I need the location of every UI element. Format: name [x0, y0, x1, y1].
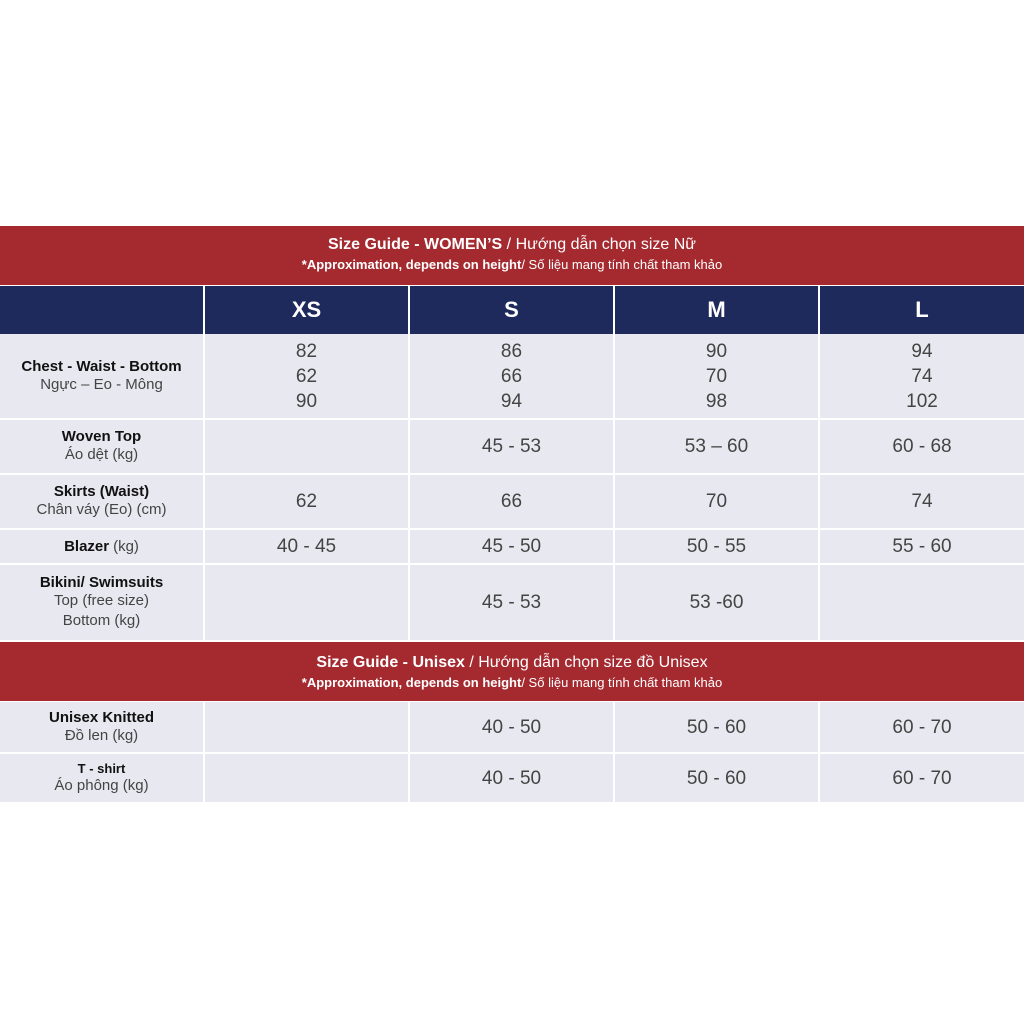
cell-value: 60 - 70 [892, 716, 952, 738]
cell-value: 94 [911, 340, 933, 362]
size-header-row [0, 286, 1024, 334]
table-row-chest-waist-bottom [0, 334, 1024, 420]
unisex-note: *Approximation, depends on height [301, 675, 522, 690]
cell-s [410, 530, 615, 563]
row-title: T - shirt [77, 760, 126, 776]
cell-value: 40 - 50 [481, 716, 542, 738]
table-row-skirts [0, 475, 1024, 530]
cell-value: 70 [705, 491, 728, 512]
cell-l [820, 530, 1024, 563]
women-title: Size Guide - WOMEN’S [327, 236, 503, 253]
cell-value: 86 [500, 340, 523, 362]
cell-value: 45 - 53 [481, 436, 542, 457]
cell-value: 90 [295, 390, 318, 412]
cell-l [820, 475, 1024, 528]
cell-s [410, 565, 615, 640]
cell-s [410, 420, 615, 473]
row-subtitle: Áo phông (kg) [54, 776, 149, 794]
table-row-woven-top [0, 420, 1024, 475]
size-header-s: S [410, 286, 615, 334]
cell-value: 70 [705, 365, 728, 387]
cell-value: 102 [906, 390, 938, 412]
row-title: Chest - Waist - Bottom [21, 357, 182, 375]
cell-value: 45 - 50 [481, 536, 542, 557]
cell-value: 53 – 60 [684, 436, 749, 457]
cell-l [820, 702, 1024, 752]
cell-value: 74 [911, 491, 933, 512]
cell-m [615, 565, 820, 640]
cell-value: 40 - 45 [276, 536, 337, 557]
cell-s [410, 702, 615, 752]
cell-value: 53 -60 [689, 592, 744, 613]
row-label [0, 702, 205, 752]
cell-value: 62 [295, 365, 318, 387]
women-note-vn: / Số liệu mang tính chất tham khảo [521, 257, 723, 272]
women-note: *Approximation, depends on height [301, 257, 522, 272]
size-header-xs: XS [205, 286, 410, 334]
cell-s [410, 334, 615, 418]
cell-xs [205, 475, 410, 528]
header-blank [0, 286, 205, 334]
size-guide-table [0, 226, 1024, 802]
row-subtitle: Bottom (kg) [62, 612, 141, 629]
table-row-t-shirt [0, 754, 1024, 802]
cell-m [615, 420, 820, 473]
size-header-l: L [820, 286, 1024, 334]
row-title: Unisex Knitted [48, 708, 154, 726]
row-title: Skirts (Waist) [53, 483, 150, 500]
row-title: Woven Top [61, 428, 142, 445]
cell-value: 45 - 53 [481, 592, 542, 613]
cell-value: 90 [705, 340, 728, 362]
row-subtitle: (kg) [113, 537, 139, 555]
unisex-note-vn: / Số liệu mang tính chất tham khảo [521, 675, 723, 690]
unisex-size-guide-banner [0, 642, 1024, 702]
row-label [0, 754, 205, 802]
row-label [0, 420, 205, 473]
cell-value: 60 - 70 [892, 767, 952, 789]
cell-xs [205, 334, 410, 418]
cell-l [820, 334, 1024, 418]
cell-s [410, 754, 615, 802]
cell-value: 60 - 68 [892, 436, 952, 457]
row-label [0, 530, 205, 563]
cell-m [615, 334, 820, 418]
cell-xs [205, 754, 410, 802]
women-title-vn: / Hướng dẫn chọn size Nữ [506, 236, 697, 253]
table-row-bikini-swimsuits [0, 565, 1024, 642]
cell-s [410, 475, 615, 528]
cell-xs [205, 702, 410, 752]
cell-xs [205, 565, 410, 640]
row-subtitle: Chân váy (Eo) (cm) [36, 501, 167, 518]
women-size-guide-banner [0, 226, 1024, 286]
row-title: Blazer [64, 537, 110, 555]
cell-l [820, 420, 1024, 473]
table-row-unisex-knitted [0, 702, 1024, 754]
cell-value: 74 [911, 365, 933, 387]
unisex-title-vn: / Hướng dẫn chọn size đồ Unisex [469, 654, 708, 671]
row-subtitle: Áo dệt (kg) [64, 446, 139, 463]
row-label [0, 475, 205, 528]
cell-value: 55 - 60 [892, 536, 952, 557]
cell-m [615, 530, 820, 563]
row-label [0, 334, 205, 418]
cell-value: 66 [500, 491, 523, 512]
row-subtitle: Top (free size) [53, 592, 150, 609]
cell-l [820, 565, 1024, 640]
cell-value: 50 - 55 [686, 536, 747, 557]
cell-value: 98 [705, 390, 728, 412]
cell-value: 94 [500, 390, 523, 412]
row-subtitle: Ngực – Eo - Mông [40, 375, 163, 393]
cell-value: 82 [295, 340, 318, 362]
unisex-title: Size Guide - Unisex [316, 654, 465, 671]
size-header-m: M [615, 286, 820, 334]
row-subtitle: Đồ len (kg) [64, 726, 139, 744]
cell-xs [205, 420, 410, 473]
row-title: Bikini/ Swimsuits [39, 574, 164, 591]
cell-xs [205, 530, 410, 563]
cell-m [615, 702, 820, 752]
row-label [0, 565, 205, 640]
cell-m [615, 754, 820, 802]
cell-value: 50 - 60 [686, 767, 747, 789]
cell-value: 66 [500, 365, 523, 387]
cell-value: 40 - 50 [481, 767, 542, 789]
table-row-blazer [0, 530, 1024, 565]
cell-value: 50 - 60 [686, 716, 747, 738]
cell-m [615, 475, 820, 528]
cell-l [820, 754, 1024, 802]
cell-value: 62 [295, 491, 318, 512]
